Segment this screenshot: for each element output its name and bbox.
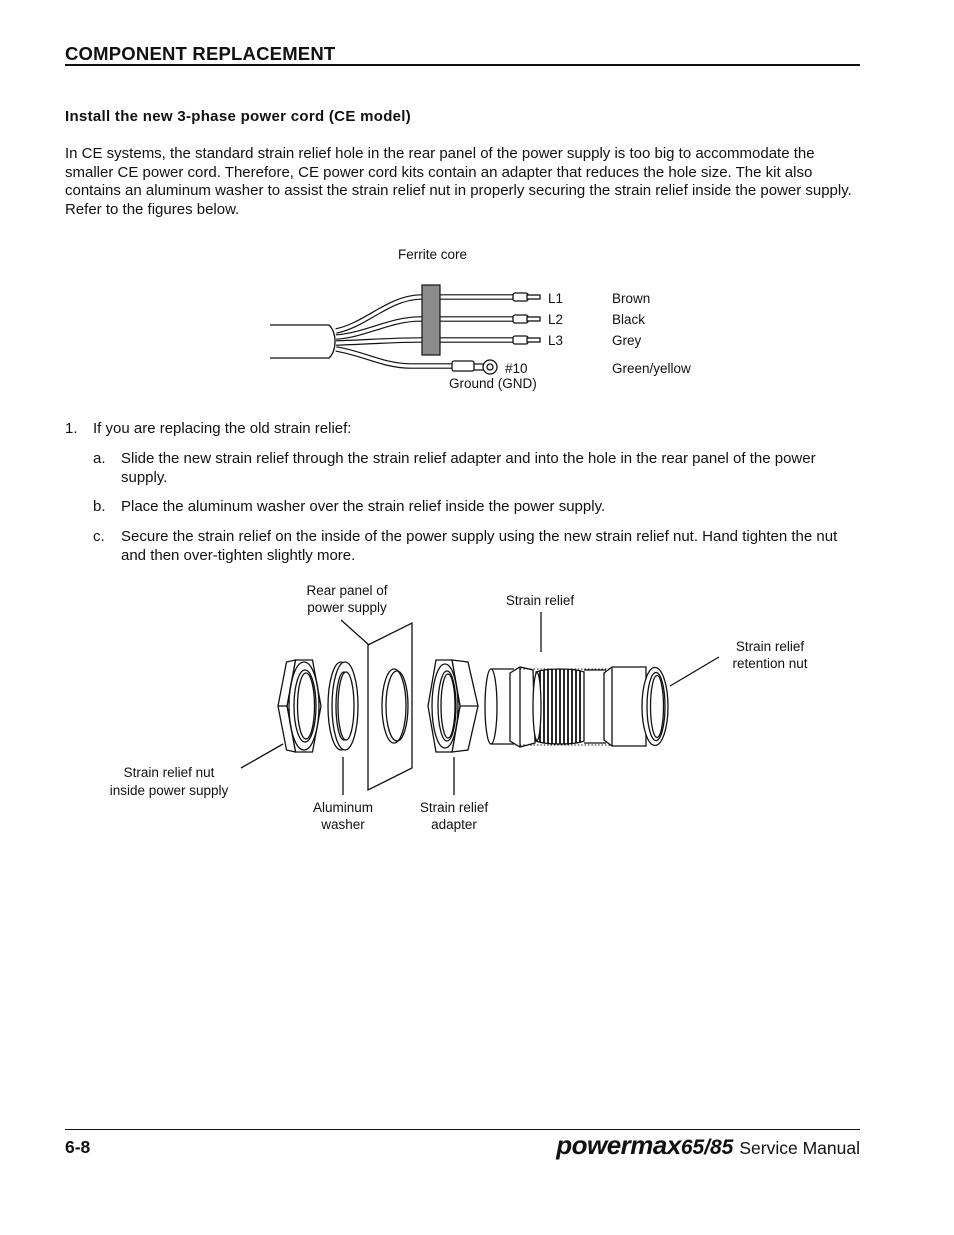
- page-number: 6-8: [65, 1137, 91, 1157]
- strain-relief-thread-end: [485, 669, 497, 744]
- strain-relief-retention-nut: [604, 667, 668, 746]
- wire-color-l2: Black: [612, 312, 646, 327]
- nut-inside-leader: [241, 744, 283, 768]
- procedure-heading: Install the new 3-phase power cord (CE model): [65, 108, 412, 125]
- manual-title: [556, 1132, 860, 1161]
- terminal-label-l3: L3: [548, 333, 564, 348]
- substep-line: and then over-tighten slightly more.: [121, 546, 356, 564]
- terminal-label-l1: L1: [548, 291, 564, 306]
- power-cord-figure: [0, 240, 954, 400]
- intro-line: Refer to the figures below.: [65, 201, 240, 219]
- substep-text: [121, 498, 605, 517]
- strain-relief-body: [584, 670, 606, 743]
- l3-pin: [527, 338, 540, 342]
- substep-line: supply.: [121, 468, 168, 486]
- step-text: If you are replacing the old strain relief:: [93, 420, 352, 437]
- l1-pin: [527, 295, 540, 299]
- model-number: 65/85: [680, 1136, 734, 1159]
- brand-logotype: powermax: [556, 1130, 681, 1160]
- l2-crimp-barrel: [513, 315, 528, 323]
- document-title: Service Manual: [739, 1138, 860, 1158]
- rear-panel: [368, 623, 412, 790]
- rear-panel-label: Rear panel of: [306, 583, 388, 598]
- intro-paragraph: [65, 145, 852, 220]
- nut-inside-label: inside power supply: [109, 783, 229, 798]
- section-title: COMPONENT REPLACEMENT: [65, 43, 336, 64]
- ground-label: Ground (GND): [449, 376, 537, 391]
- substep-line: Slide the new strain relief through the strain relief adapter and into the hole in the rear panel of the power: [121, 450, 816, 467]
- ferrite-core-label: Ferrite core: [398, 247, 468, 262]
- retention-nut-leader: [670, 657, 719, 686]
- retention-nut-body: [604, 667, 646, 746]
- substep-line: Secure the strain relief on the inside of the power supply using the new strain relief nut. Hand tighten the nut: [121, 528, 838, 545]
- rear-panel-label: power supply: [307, 600, 387, 615]
- header-rule: [65, 64, 860, 66]
- washer-hole: [338, 672, 354, 740]
- l3-crimp-barrel: [513, 336, 528, 344]
- intro-line: smaller CE power cord. Therefore, CE power cord kits contain an adapter that reduces the hole size. The kit also: [65, 163, 813, 181]
- ground-ring-hole: [487, 364, 493, 370]
- terminal-label-l2: L2: [548, 312, 564, 327]
- aluminum-washer: [328, 662, 358, 750]
- strain-relief-figure: [0, 580, 954, 840]
- substep-letter: b.: [93, 498, 106, 515]
- substep-letter: a.: [93, 450, 106, 467]
- intro-line: contains an aluminum washer to assist the strain relief nut in properly securing the strain relief inside the power supply.: [65, 182, 852, 200]
- substep-line: Place the aluminum washer over the strain relief inside the power supply.: [121, 498, 606, 515]
- substep-text: [121, 450, 816, 487]
- adapter-label: Strain relief: [419, 800, 489, 815]
- wire-color-l1: Brown: [612, 291, 651, 306]
- strain-relief-adapter: [428, 660, 478, 752]
- washer-label: washer: [321, 817, 365, 832]
- substep-letter: c.: [93, 528, 105, 545]
- step-number: 1.: [65, 420, 78, 437]
- l1-crimp-barrel: [513, 293, 528, 301]
- footer-rule: [65, 1129, 860, 1130]
- ground-crimp-barrel: [452, 361, 474, 371]
- washer-label: Aluminum: [312, 800, 374, 815]
- retention-nut-label: Strain relief: [735, 639, 805, 654]
- cable-jacket: [270, 325, 335, 358]
- intro-line: In CE systems, the standard strain relief hole in the rear panel of the power supply is too big to accommodate the: [65, 145, 815, 162]
- retention-nut-label: retention nut: [732, 656, 808, 671]
- strain-relief-label: Strain relief: [505, 593, 575, 608]
- terminal-label-ground: #10: [505, 361, 528, 376]
- rear-panel-leader: [341, 620, 369, 645]
- nut-inside-label: Strain relief nut: [123, 765, 215, 780]
- ferrite-core: [422, 285, 440, 355]
- wire-color-ground: Green/yellow: [612, 361, 691, 376]
- strain-relief-hex-collar: [510, 667, 535, 747]
- adapter-label: adapter: [431, 817, 477, 832]
- collet-front-face: [533, 673, 541, 741]
- strain-relief-nut: [278, 660, 321, 752]
- l2-pin: [527, 317, 540, 321]
- substep-text: [121, 528, 837, 565]
- wire-color-l3: Grey: [612, 333, 642, 348]
